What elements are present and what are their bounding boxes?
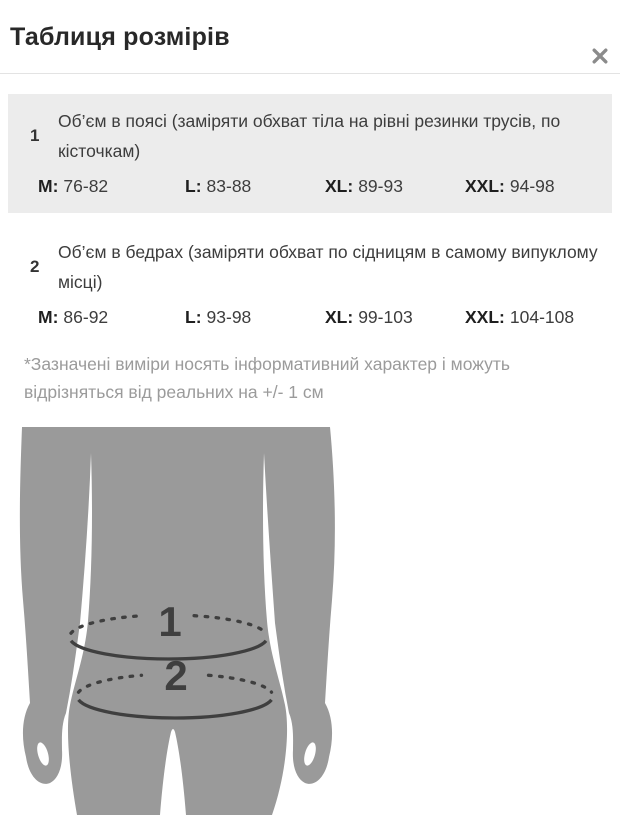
size-value: 76-82 [63, 176, 109, 196]
row-description: Об’єм в поясі (заміряти обхват тіла на рівні резинки трусів, по кісточкам) [58, 111, 561, 161]
size-values-row [30, 304, 606, 330]
size-label: M: [38, 307, 59, 327]
size-chart-modal [0, 22, 620, 822]
close-button[interactable] [586, 42, 614, 70]
size-label: L: [185, 307, 202, 327]
size-label: L: [185, 176, 202, 196]
size-label: XL: [325, 176, 354, 196]
size-value: 99-103 [358, 307, 413, 327]
size-value: 94-98 [509, 176, 555, 196]
size-label: XL: [325, 307, 354, 327]
size-cell-l [185, 173, 325, 199]
body-measurement-diagram [10, 425, 345, 815]
size-cell-xl [325, 304, 465, 330]
size-cell-m [38, 173, 185, 199]
row-head [30, 237, 606, 297]
size-value: 86-92 [63, 307, 109, 327]
size-cell-l [185, 304, 325, 330]
measurement-row-hips [8, 227, 612, 344]
row-number: 1 [30, 126, 40, 145]
header-divider [0, 73, 620, 74]
size-label: XXL: [465, 176, 505, 196]
row-description: Об’єм в бедрах (заміряти обхват по сідницям в самому випуклому місці) [58, 242, 598, 292]
modal-header [0, 22, 620, 52]
size-cell-xxl [465, 173, 606, 199]
size-values-row [30, 173, 606, 199]
size-label: XXL: [465, 307, 505, 327]
row-number: 2 [30, 257, 40, 276]
measurement-row-waist [8, 94, 612, 213]
close-icon [591, 47, 609, 65]
row-head [30, 106, 606, 166]
size-cell-xl [325, 173, 465, 199]
size-value: 104-108 [509, 307, 575, 327]
size-label: M: [38, 176, 59, 196]
disclaimer-note: *Зазначені виміри носять інформативний характер і можуть відрізняться від реальних на +/- 1 см [24, 354, 511, 402]
hips-marker-number: 2 [164, 652, 188, 699]
size-value: 83-88 [206, 176, 252, 196]
waist-marker-number: 1 [158, 598, 182, 645]
size-cell-m [38, 304, 185, 330]
page-title: Таблиця розмірів [10, 23, 230, 51]
size-value: 89-93 [358, 176, 403, 196]
size-cell-xxl [465, 304, 606, 330]
size-value: 93-98 [206, 307, 252, 327]
